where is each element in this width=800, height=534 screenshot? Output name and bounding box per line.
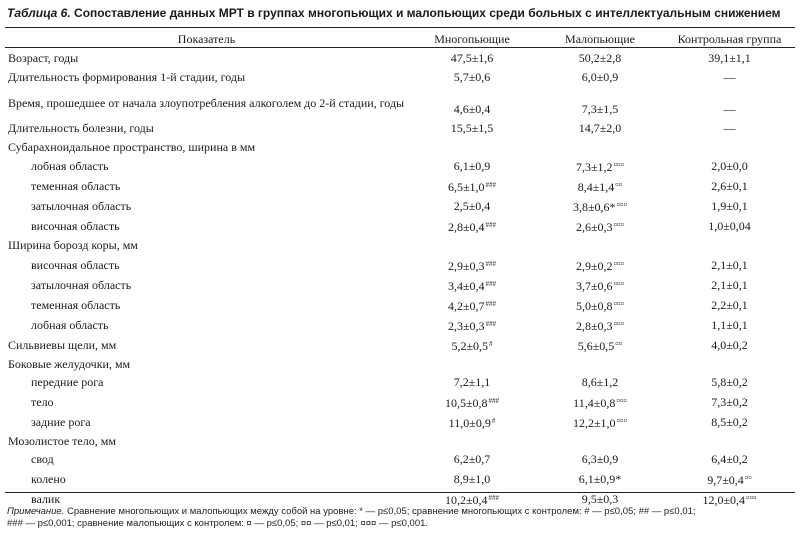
top-rule: [5, 27, 795, 28]
light-drinkers-value: [536, 196, 664, 216]
control-value: [664, 450, 795, 469]
control-value: [664, 176, 795, 196]
cell-value: 1,9±0,1: [711, 199, 748, 213]
row-label: Мозолистое тело, мм: [8, 433, 116, 448]
cell-value: 8,6±1,2: [581, 375, 619, 390]
control-value: [664, 335, 795, 355]
heavy-drinkers-value: [408, 412, 536, 432]
significance-mark: ###: [485, 221, 497, 229]
significance-mark: ¤¤¤: [613, 319, 625, 328]
table-row: [5, 216, 795, 236]
heavy-drinkers-value: [408, 176, 536, 196]
cell-value: 6,0±0,9: [581, 69, 619, 84]
table-row: [5, 450, 795, 469]
control-value: [664, 275, 795, 295]
row-label: колено: [31, 471, 66, 486]
table-row: [5, 176, 795, 196]
table-row: [5, 119, 795, 138]
significance-mark: ###: [488, 396, 500, 405]
row-label: свод: [31, 452, 54, 467]
light-drinkers-value: [536, 373, 664, 392]
table-row: [5, 156, 795, 176]
row-label: Время, прошедшее от начала злоупотребления алкоголем до 2-й стадии, годы: [8, 95, 405, 110]
row-label: задние рога: [31, 414, 91, 429]
control-value: [664, 355, 795, 374]
significance-mark: #: [489, 339, 493, 348]
control-value: [664, 373, 795, 392]
heavy-drinkers-value: [408, 68, 536, 87]
control-value: [664, 295, 795, 315]
light-drinkers-value: [536, 432, 664, 451]
light-drinkers-value: [536, 315, 664, 335]
row-label: Ширина борозд коры, мм: [8, 238, 138, 253]
cell-value: 2,9±0,3: [447, 258, 485, 273]
cell-value: 2,8±0,3: [575, 318, 613, 333]
table-row: [5, 469, 795, 489]
row-label: височная область: [31, 219, 120, 233]
cell-value: 6,5±1,0: [447, 180, 485, 194]
significance-mark: ¤¤¤: [613, 279, 625, 288]
cell-value: 6,4±0,2: [711, 452, 748, 467]
caption-label: Таблица 6.: [7, 6, 71, 20]
row-label: теменная область: [31, 179, 121, 193]
table-row: [5, 49, 795, 68]
heavy-drinkers-value: [408, 469, 536, 489]
table-row: [5, 373, 795, 392]
heavy-drinkers-value: [408, 119, 536, 138]
light-drinkers-value: [536, 392, 664, 412]
cell-value: 6,1±0,9: [453, 159, 491, 173]
light-drinkers-value: [536, 450, 664, 469]
light-drinkers-value: [536, 355, 664, 374]
light-drinkers-value: [536, 176, 664, 196]
row-label: лобная область: [31, 317, 109, 332]
light-drinkers-value: [536, 49, 664, 68]
cell-value: 4,6±0,4: [453, 102, 491, 116]
cell-value: 9,7±0,4: [707, 472, 744, 487]
cell-value: 9,5±0,3: [581, 491, 619, 506]
light-drinkers-value: [536, 412, 664, 432]
significance-mark: ###: [485, 299, 497, 308]
heavy-drinkers-value: [408, 275, 536, 295]
cell-value: 5,2±0,5: [451, 338, 489, 353]
heavy-drinkers-value: [408, 216, 536, 236]
significance-mark: ###: [488, 493, 500, 502]
cell-value: 10,5±0,8: [444, 395, 488, 410]
row-label: затылочная область: [31, 199, 132, 213]
row-label: височная область: [31, 257, 120, 272]
cell-value: 12,2±1,0: [572, 415, 616, 430]
row-label: затылочная область: [31, 277, 132, 292]
table-row: [5, 295, 795, 315]
control-value: [664, 49, 795, 68]
cell-value: 6,2±0,7: [453, 452, 491, 467]
cell-value: 4,0±0,2: [711, 337, 748, 352]
row-label: тело: [31, 394, 54, 409]
table-row: [5, 196, 795, 216]
cell-value: 7,3±1,5: [581, 102, 619, 116]
table-note: [7, 506, 795, 530]
cell-value: 1,1±0,1: [711, 317, 748, 332]
cell-value: 1,0±0,04: [708, 219, 751, 233]
note-line-2: ### — p≤0,001; сравнение малопьющих с контролем: ¤ — p≤0,05; ¤¤ — p≤0,01; ¤¤¤ — p≤0,001.: [7, 518, 429, 529]
cell-value: 5,0±0,8: [575, 298, 613, 313]
light-drinkers-value: [536, 335, 664, 355]
significance-mark: ¤¤¤: [746, 493, 757, 502]
cell-value: 5,6±0,5: [577, 338, 615, 353]
significance-mark: ¤¤¤: [616, 396, 627, 405]
table-row: [5, 412, 795, 432]
heavy-drinkers-value: [408, 355, 536, 374]
table-row: [5, 255, 795, 275]
cell-value: 3,4±0,4: [447, 278, 485, 293]
row-label: Длительность болезни, годы: [8, 121, 154, 136]
bottom-rule: [5, 492, 795, 493]
cell-value: 2,0±0,0: [711, 159, 748, 173]
significance-mark: ###: [485, 259, 497, 268]
cell-value: 7,3±0,2: [711, 394, 748, 409]
cell-value: 8,5±0,2: [711, 414, 748, 429]
cell-value: —: [723, 69, 736, 84]
light-drinkers-value: [536, 469, 664, 489]
cell-value: —: [723, 102, 736, 116]
heavy-drinkers-value: [408, 156, 536, 176]
cell-value: 2,9±0,2: [575, 258, 613, 273]
row-label: Возраст, годы: [8, 51, 79, 66]
cell-value: 8,9±1,0: [453, 471, 491, 486]
significance-mark: ¤¤: [615, 181, 623, 189]
heavy-drinkers-value: [408, 86, 536, 119]
table-row: [5, 335, 795, 355]
cell-value: 2,3±0,3: [447, 318, 485, 333]
mri-comparison-table: [5, 30, 795, 509]
header-indicator: Показатель: [177, 32, 236, 46]
control-value: [664, 86, 795, 119]
heavy-drinkers-value: [408, 432, 536, 451]
row-label: Длительность формирования 1-й стадии, годы: [8, 69, 246, 84]
significance-mark: ¤¤: [744, 473, 752, 482]
significance-mark: ¤¤¤: [616, 416, 628, 425]
cell-value: —: [723, 121, 736, 136]
header-control-group: Контрольная группа: [677, 32, 782, 46]
header-heavy-drinkers: Многопьющие: [434, 32, 510, 46]
heavy-drinkers-value: [408, 236, 536, 255]
cell-value: 3,8±0,6*: [572, 200, 616, 214]
heavy-drinkers-value: [408, 196, 536, 216]
light-drinkers-value: [536, 156, 664, 176]
heavy-drinkers-value: [408, 450, 536, 469]
significance-mark: ¤¤¤: [613, 221, 625, 229]
table-row: [5, 138, 795, 157]
table-row: [5, 392, 795, 412]
cell-value: 50,2±2,8: [578, 51, 622, 66]
control-value: [664, 255, 795, 275]
light-drinkers-value: [536, 236, 664, 255]
cell-value: 2,6±0,1: [711, 179, 748, 193]
cell-value: 3,7±0,6: [575, 278, 613, 293]
significance-mark: ¤¤¤: [616, 201, 628, 209]
heavy-drinkers-value: [408, 373, 536, 392]
table-row: [5, 432, 795, 451]
significance-mark: ¤¤¤: [613, 259, 625, 268]
light-drinkers-value: [536, 295, 664, 315]
control-value: [664, 392, 795, 412]
cell-value: 2,5±0,4: [453, 199, 491, 213]
light-drinkers-value: [536, 275, 664, 295]
header-light-drinkers: Малопьющие: [565, 32, 635, 46]
cell-value: 6,3±0,9: [581, 452, 619, 467]
table-caption: [7, 6, 797, 20]
significance-mark: ###: [485, 181, 497, 189]
light-drinkers-value: [536, 255, 664, 275]
table-row: [5, 86, 795, 119]
note-label: Примечание.: [7, 506, 65, 517]
table-row: [5, 355, 795, 374]
control-value: [664, 469, 795, 489]
note-line-1: Сравнение многопьющих и малопьющих между собой на уровне: * — p≤0,05; сравнение многопьющих с контролем: # — p≤0,05; ## — p≤0,01;: [67, 506, 696, 517]
cell-value: 39,1±1,1: [708, 51, 751, 66]
cell-value: 15,5±1,5: [450, 121, 494, 136]
cell-value: 2,8±0,4: [447, 220, 485, 234]
cell-value: 47,5±1,6: [450, 51, 494, 66]
heavy-drinkers-value: [408, 315, 536, 335]
cell-value: 7,3±1,2: [575, 160, 613, 174]
cell-value: 2,1±0,1: [711, 257, 748, 272]
cell-value: 6,1±0,9*: [578, 471, 622, 486]
cell-value: 2,1±0,1: [711, 277, 748, 292]
control-value: [664, 196, 795, 216]
table-row: [5, 68, 795, 87]
light-drinkers-value: [536, 216, 664, 236]
heavy-drinkers-value: [408, 49, 536, 68]
control-value: [664, 236, 795, 255]
significance-mark: ###: [485, 319, 497, 328]
cell-value: 2,2±0,1: [711, 297, 748, 312]
cell-value: 10,2±0,4: [444, 492, 488, 507]
cell-value: 12,0±0,4: [702, 492, 746, 507]
row-label: передние рога: [31, 375, 104, 390]
control-value: [664, 216, 795, 236]
heavy-drinkers-value: [408, 335, 536, 355]
cell-value: 5,7±0,6: [453, 69, 491, 84]
cell-value: 7,2±1,1: [453, 375, 491, 390]
cell-value: 5,8±0,2: [711, 375, 748, 390]
light-drinkers-value: [536, 68, 664, 87]
significance-mark: ¤¤¤: [613, 161, 625, 169]
cell-value: 2,6±0,3: [575, 220, 613, 234]
table-row: [5, 275, 795, 295]
significance-mark: ¤¤¤: [613, 299, 625, 308]
significance-mark: ###: [485, 279, 497, 288]
cell-value: 14,7±2,0: [578, 121, 622, 136]
significance-mark: #: [491, 416, 496, 425]
cell-value: 4,2±0,7: [447, 298, 485, 313]
control-value: [664, 156, 795, 176]
header-rule: [5, 47, 795, 48]
control-value: [664, 432, 795, 451]
significance-mark: ¤¤: [615, 339, 623, 348]
row-label: Субарахноидальное пространство, ширина в мм: [8, 139, 256, 154]
control-value: [664, 138, 795, 157]
heavy-drinkers-value: [408, 295, 536, 315]
cell-value: 8,4±1,4: [577, 180, 615, 194]
row-label: теменная область: [31, 297, 121, 312]
row-label: валик: [31, 491, 61, 506]
caption-text: Сопоставление данных МРТ в группах многопьющих и малопьющих среди больных с интеллектуальным снижением: [74, 6, 781, 20]
row-label: лобная область: [31, 159, 109, 173]
light-drinkers-value: [536, 138, 664, 157]
control-value: [664, 315, 795, 335]
control-value: [664, 412, 795, 432]
control-value: [664, 119, 795, 138]
table-row: [5, 236, 795, 255]
cell-value: 11,0±0,9: [448, 415, 491, 430]
table-body: [5, 49, 795, 509]
row-label: Боковые желудочки, мм: [8, 356, 131, 371]
control-value: [664, 68, 795, 87]
heavy-drinkers-value: [408, 255, 536, 275]
light-drinkers-value: [536, 86, 664, 119]
row-label: Сильвиевы щели, мм: [8, 337, 117, 352]
table-row: [5, 315, 795, 335]
heavy-drinkers-value: [408, 138, 536, 157]
cell-value: 11,4±0,8: [573, 395, 616, 410]
light-drinkers-value: [536, 119, 664, 138]
heavy-drinkers-value: [408, 392, 536, 412]
